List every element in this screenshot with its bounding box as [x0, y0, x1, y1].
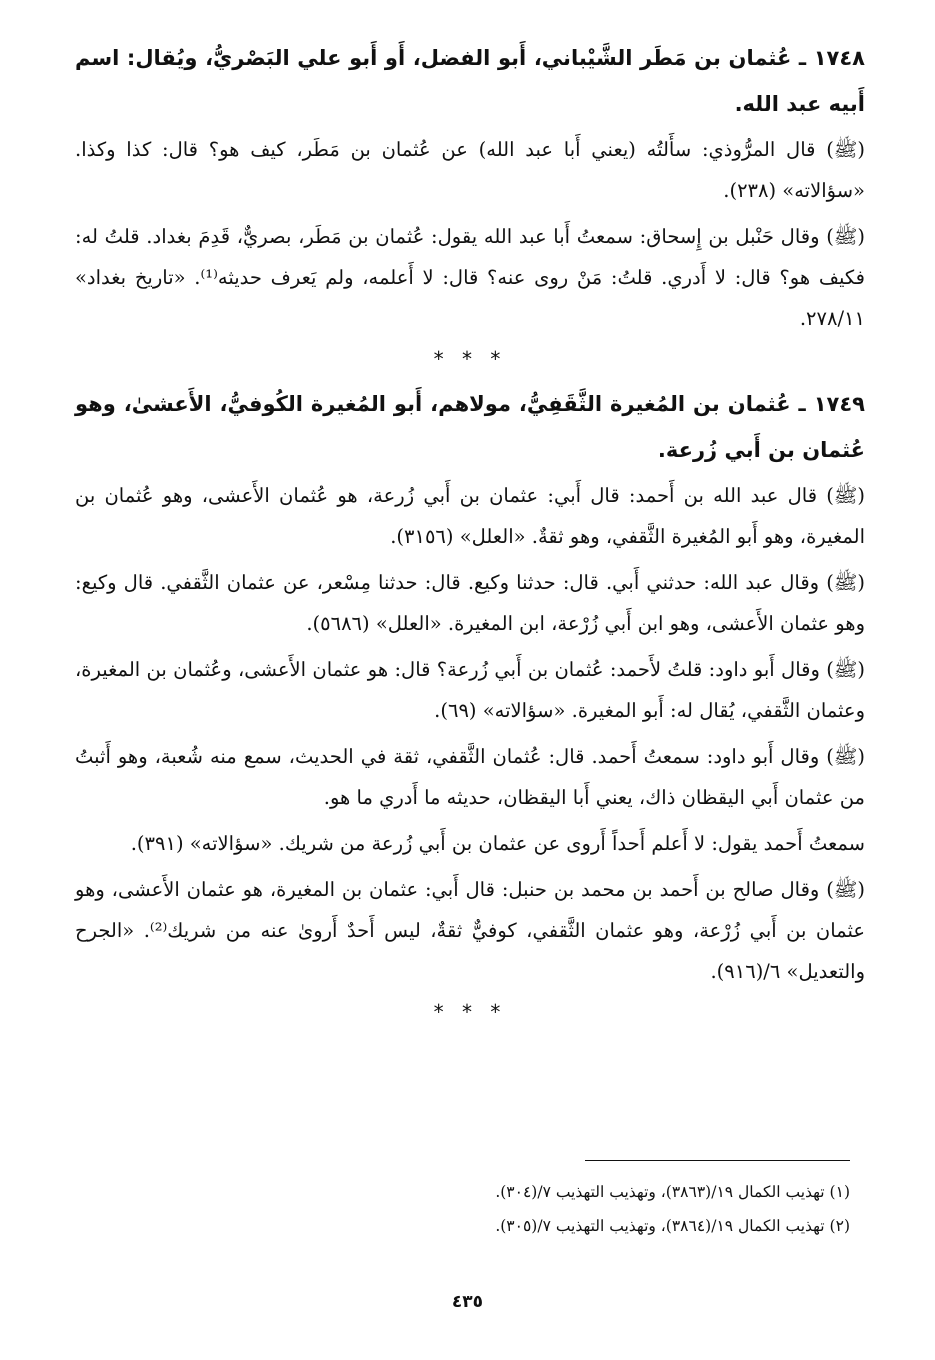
entry-1748-paragraph: (ﷺ) وقال حَنْبل بن إِسحاق: سمعتُ أَبا عبد الله يقول: عُثمان بن مَطَر، بصريٌّ، قَدِمَ بغداد. قلتُ له: فكيف هو؟ قال: لا أَدري. قلتُ: مَنْ روى عنه؟ قال: لا أَعلمه، ولم يَعرف حديثه⁽¹⁾. «تاريخ بغداد» ٢٧٨/١١. — [75, 225, 866, 330]
page-number: ٤٣٥ — [451, 1292, 484, 1312]
entry-title-1749: ١٧٤٩ ـ عُثمان بن المُغيرة الثَّقَفِيُّ، مولاهم، أَبو المُغيرة الكُوفيُّ، الأَعشىٰ، وهو عُثمان بن أَبي زُرعة. — [75, 392, 865, 462]
page-body — [75, 35, 865, 1034]
entry-1749-paragraph: سمعتُ أَحمد يقول: لا أَعلم أَحداً أَروى عن عثمان بن أَبي زُرعة من شريك. «سؤالاته» (٣٩١). — [130, 832, 865, 855]
entry-1749-paragraph: (ﷺ) وقال أَبو داود: قلتُ لأَحمد: عُثمان بن أَبي زُرعة؟ قال: هو عثمان الأَعشى، وعُثمان بن المغيرة، وعثمان الثَّقفي، يُقال له: أَبو المغيرة. «سؤالاته» (٦٩). — [75, 658, 865, 722]
section-separator: * * * — [433, 1000, 507, 1024]
footnote-1: (١) تهذيب الكمال ١٩/(٣٨٦٣)، وتهذيب التهذيب ٧/(٣٠٤). — [495, 1183, 850, 1201]
entry-title-1748: ١٧٤٨ ـ عُثمان بن مَطَر الشَّيْباني، أَبو الفضل، أَو أَبو علي البَصْريُّ، ويُقال: اسم أَبيه عبد الله. — [75, 46, 865, 116]
entry-1749-paragraph: (ﷺ) وقال صالح بن أَحمد بن محمد بن حنبل: قال أَبي: عثمان بن المغيرة، هو عثمان الأَعشى، وهو عثمان بن أَبي زُرْعة، وهو عثمان الثَّقفي، كوفيٌّ ثقةٌ، ليس أَحدٌ أَروىٰ عنه من شريك⁽²⁾. «الجرح والتعديل» ٦/(٩١٦). — [75, 878, 865, 983]
entry-1749-paragraph: (ﷺ) وقال عبد الله: حدثني أَبي. قال: حدثنا وكيع. قال: حدثنا مِسْعر، عن عثمان الثَّقفي. قال وكيع: وهو عثمان الأَعشى، وهو ابن أَبي زُرْعة، ابن المغيرة. «العلل» (٥٦٨٦). — [75, 571, 865, 635]
entry-1749-paragraph: (ﷺ) وقال أَبو داود: سمعتُ أَحمد. قال: عُثمان الثَّقفي، ثقة في الحديث، سمع منه شُعبة، وهو أَثبتُ من عثمان أَبي اليقظان ذاك، يعني أَبا اليقظان، حديثه ما أَدري ما هو. — [75, 745, 865, 809]
footnotes — [70, 1175, 850, 1243]
entry-1749-paragraph: (ﷺ) قال عبد الله بن أَحمد: قال أَبي: عثمان بن أَبي زُرعة، هو عُثمان الأَعشى، وهو عُثمان بن المغيرة، وهو أَبو المُغيرة الثَّقفي، وهو ثقةٌ. «العلل» (٣١٥٦). — [75, 484, 865, 548]
footnote-2: (٢) تهذيب الكمال ١٩/(٣٨٦٤)، وتهذيب التهذيب ٧/(٣٠٥). — [495, 1217, 850, 1235]
footnote-divider — [585, 1160, 850, 1161]
section-separator: * * * — [433, 347, 507, 371]
entry-1748-paragraph: (ﷺ) قال المرُّوذي: سأَلتُه (يعني أَبا عبد الله) عن عُثمان بن مَطَر، كيف هو؟ قال: كذا وكذا. «سؤالاته» (٢٣٨). — [75, 138, 865, 202]
